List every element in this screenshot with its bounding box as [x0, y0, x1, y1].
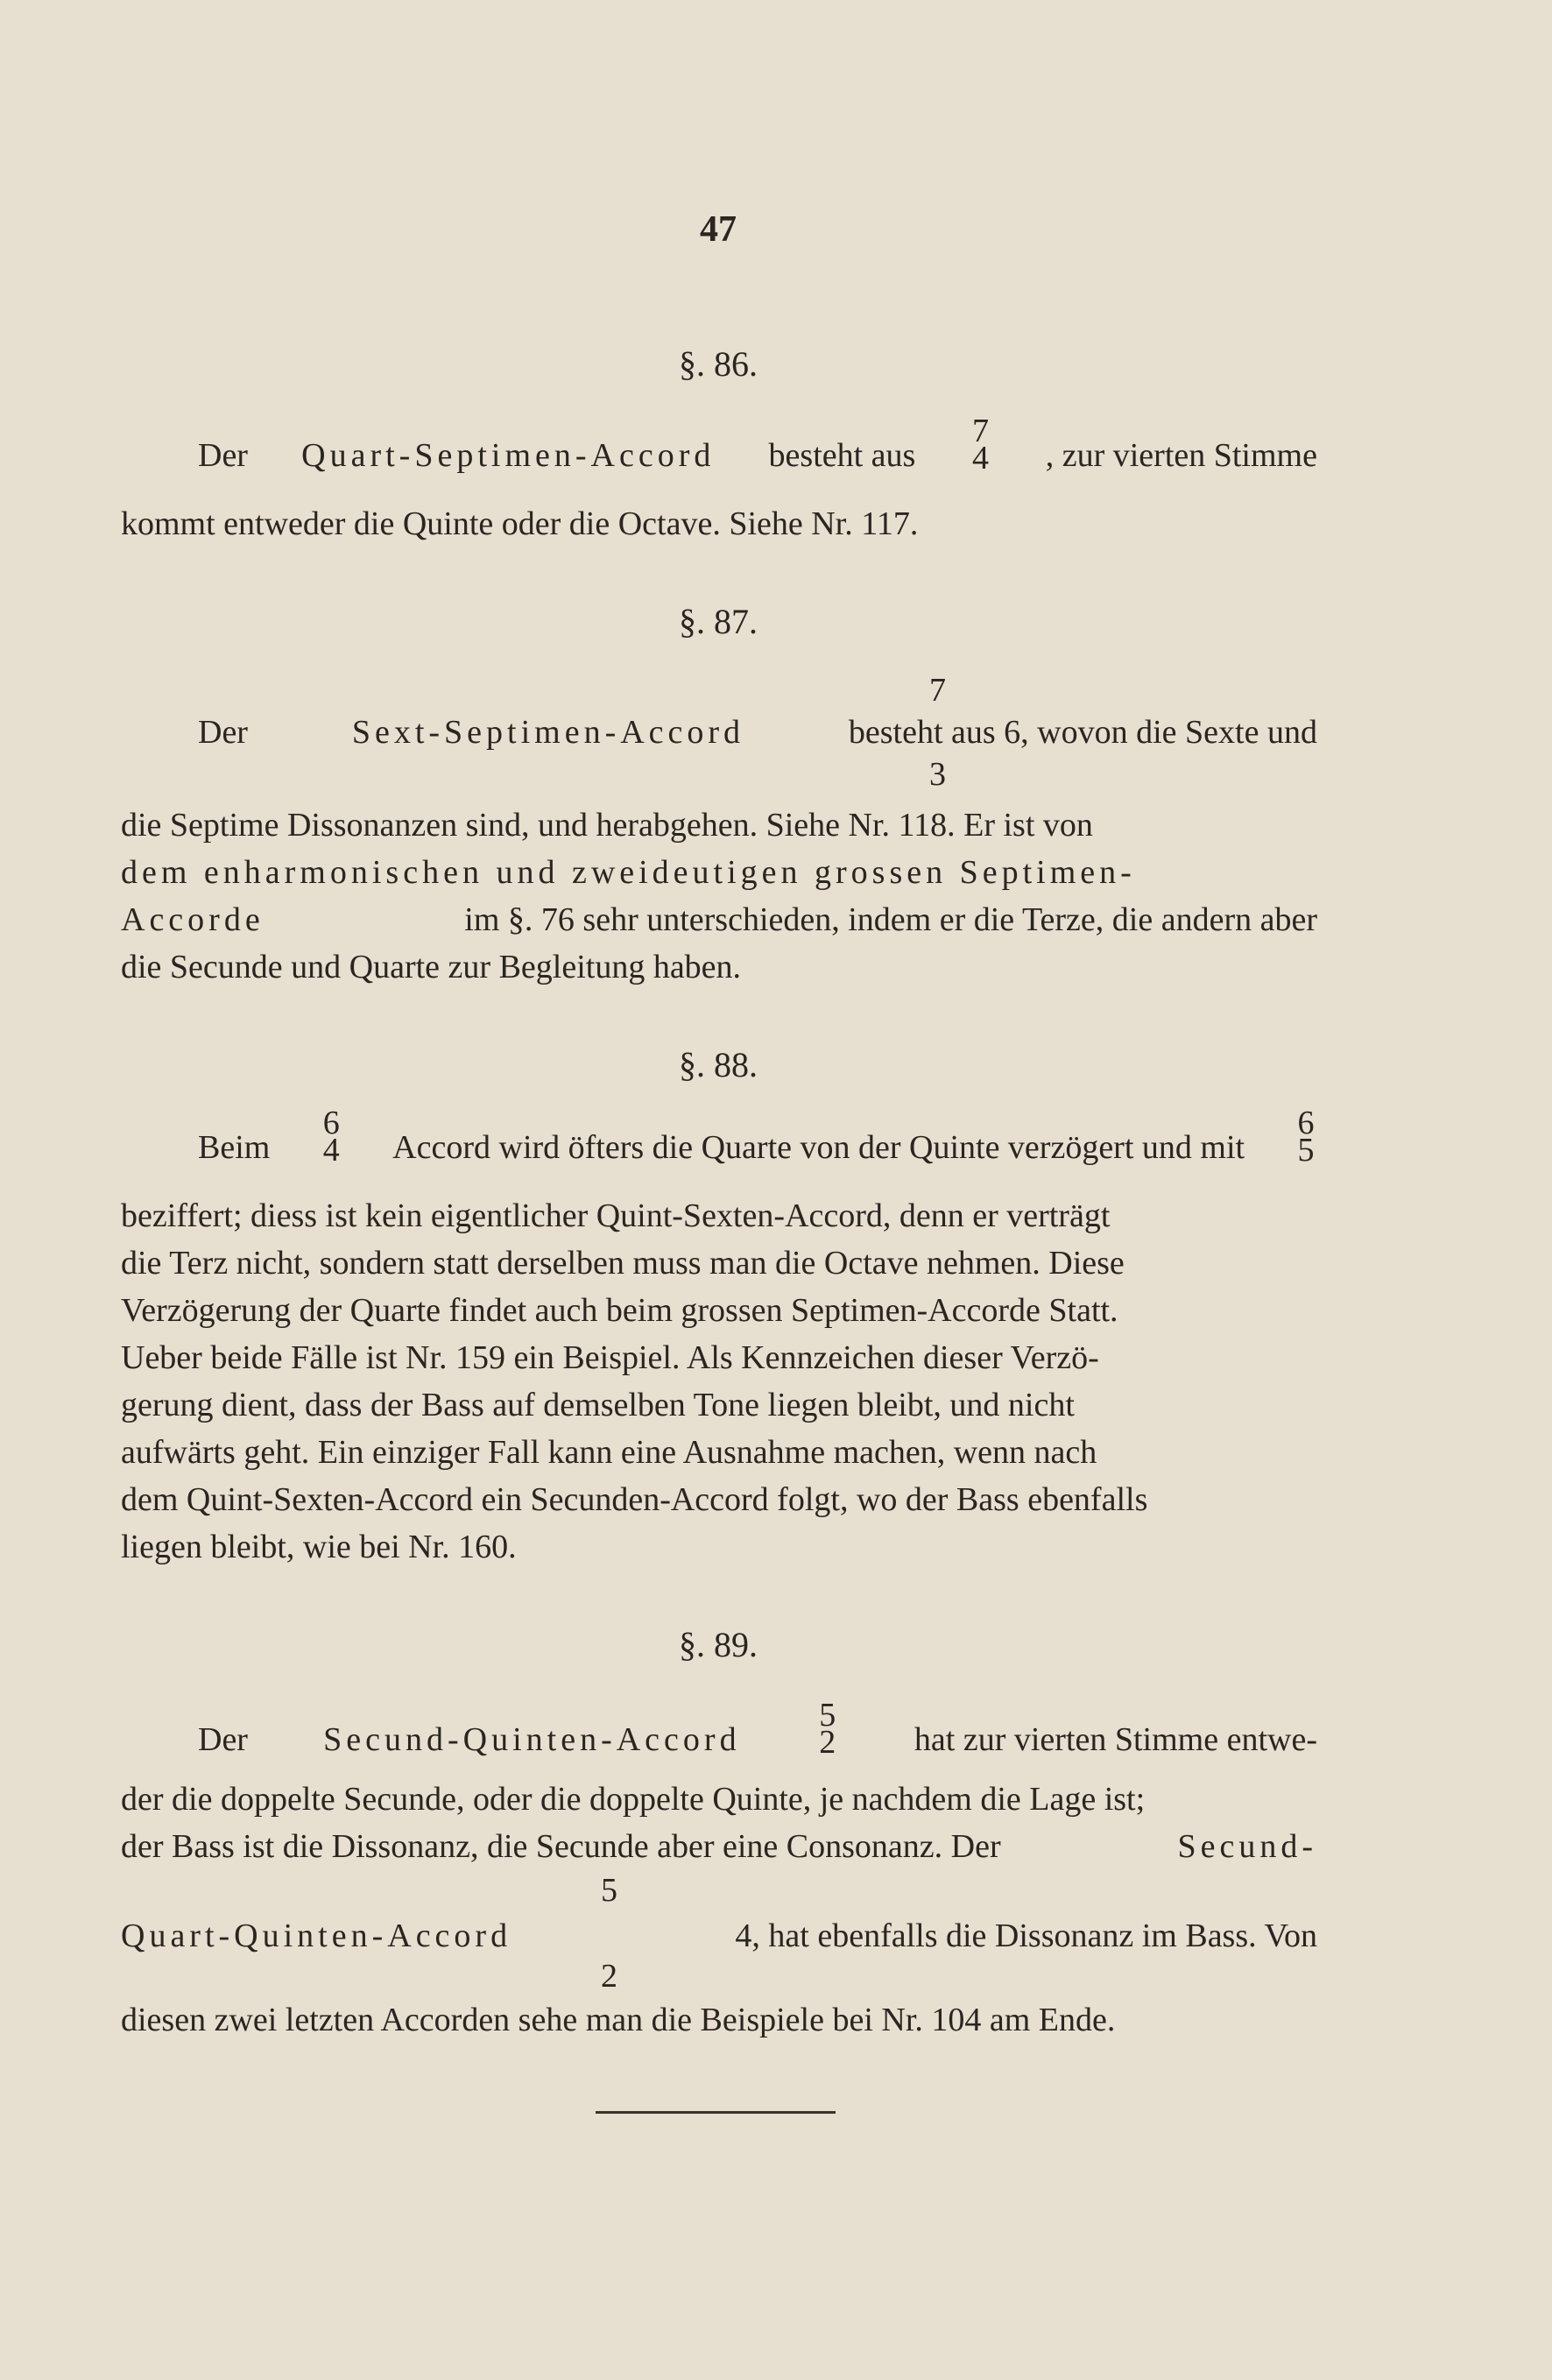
figure-bottom: 2	[819, 1723, 836, 1761]
figured-bass	[320, 1105, 342, 1169]
text-fragment: Beim	[198, 1129, 271, 1166]
section-88-line-4: Verzögerung der Quarte findet auch beim grossen Septimen-Accorde Statt.	[121, 1292, 1118, 1329]
figure-top: 5	[819, 1697, 836, 1734]
section-88-line-3: die Terz nicht, sondern statt derselben muss man die Octave nehmen. Diese	[121, 1245, 1125, 1282]
text-fragment: im §. 76 sehr unterschieden, indem er die Terze, die andern aber	[464, 901, 1317, 938]
section-89-line-5: diesen zwei letzten Accorden sehe man die Beispiele bei Nr. 104 am Ende.	[121, 2002, 1116, 2038]
figure-bottom: 2	[601, 1958, 617, 1995]
section-89-line-3	[121, 1822, 1317, 1871]
chord-name: Secund-	[1177, 1828, 1317, 1865]
page-number: 47	[700, 209, 737, 250]
text-fragment: der Bass ist die Dissonanz, die Secunde aber eine Consonanz. Der	[121, 1828, 1001, 1865]
figure-bottom: 4	[972, 439, 990, 477]
section-89-line-2: der die doppelte Secunde, oder die doppelte Quinte, je nachdem die Lage ist;	[121, 1781, 1146, 1818]
chord-name: Quart-Septimen-Accord	[301, 437, 716, 474]
section-87-heading: §. 87.	[679, 602, 758, 641]
figure-top: 7	[972, 413, 990, 450]
section-87-line-3: dem enharmonischen und zweideutigen grossen Septimen-	[121, 854, 1136, 891]
section-88-line-5: Ueber beide Fälle ist Nr. 159 ein Beispiel. Als Kennzeichen dieser Verzö-	[121, 1339, 1099, 1376]
text-fragment: Accord wird öfters die Quarte von der Quinte verzögert und mit	[392, 1129, 1245, 1166]
text-fragment: Der	[198, 714, 248, 751]
figured-bass	[816, 1697, 839, 1761]
section-87-line-5: die Secunde und Quarte zur Begleitung haben.	[121, 949, 742, 985]
section-89-line-1	[198, 1697, 1317, 1764]
text-fragment: Der	[198, 437, 248, 474]
figured-bass	[1295, 1105, 1317, 1169]
figured-bass	[970, 413, 992, 477]
section-87-line-1	[198, 708, 1317, 757]
section-88-line-9: liegen bleibt, wie bei Nr. 160.	[121, 1529, 517, 1565]
text-fragment: , zur vierten Stimme	[1045, 437, 1317, 474]
section-87-line-4	[121, 895, 1317, 944]
text-fragment: hat zur vierten Stimme entwe-	[914, 1721, 1317, 1758]
figure-bottom: 3	[929, 756, 946, 793]
chord-name: Secund-Quinten-Accord	[323, 1721, 741, 1758]
chord-name: Sext-Septimen-Accord	[351, 714, 745, 751]
section-87-line-2: die Septime Dissonanzen sind, und herabgehen. Siehe Nr. 118. Er ist von	[121, 807, 1093, 844]
figure-bottom: 5	[1297, 1131, 1315, 1169]
section-88-line-6: gerung dient, dass der Bass auf demselben Tone liegen bleibt, und nicht	[121, 1387, 1075, 1423]
section-88-heading: §. 88.	[679, 1045, 758, 1084]
figure-top: 6	[322, 1105, 340, 1142]
figure-top: 6	[1297, 1105, 1315, 1142]
section-89-heading: §. 89.	[679, 1625, 758, 1664]
section-86-line-2: kommt entweder die Quinte oder die Octave. Siehe Nr. 117.	[121, 505, 919, 542]
text-fragment: Der	[198, 1721, 248, 1758]
section-86-heading: §. 86.	[679, 344, 758, 384]
closing-rule	[596, 2111, 836, 2114]
section-88-line-1	[198, 1105, 1317, 1172]
figure-bottom: 4	[322, 1131, 340, 1169]
text-fragment: besteht aus	[768, 437, 916, 474]
figure-top: 5	[601, 1872, 617, 1909]
chord-name: Accorde	[121, 901, 265, 938]
section-89-line-4	[121, 1911, 1317, 1960]
section-86-line-1	[198, 413, 1317, 480]
section-88-line-7: aufwärts geht. Ein einziger Fall kann eine Ausnahme machen, wenn nach	[121, 1434, 1097, 1471]
text-fragment: 4, hat ebenfalls die Dissonanz im Bass. Von	[735, 1917, 1317, 1954]
section-88-line-8: dem Quint-Sexten-Accord ein Secunden-Accord folgt, wo der Bass ebenfalls	[121, 1481, 1148, 1518]
section-88-line-2: beziffert; diess ist kein eigentlicher Quint-Sexten-Accord, denn er verträgt	[121, 1197, 1111, 1234]
figure-top: 7	[929, 672, 946, 709]
text-fragment: besteht aus 6, wovon die Sexte und	[848, 714, 1317, 751]
chord-name: Quart-Quinten-Accord	[121, 1917, 512, 1954]
